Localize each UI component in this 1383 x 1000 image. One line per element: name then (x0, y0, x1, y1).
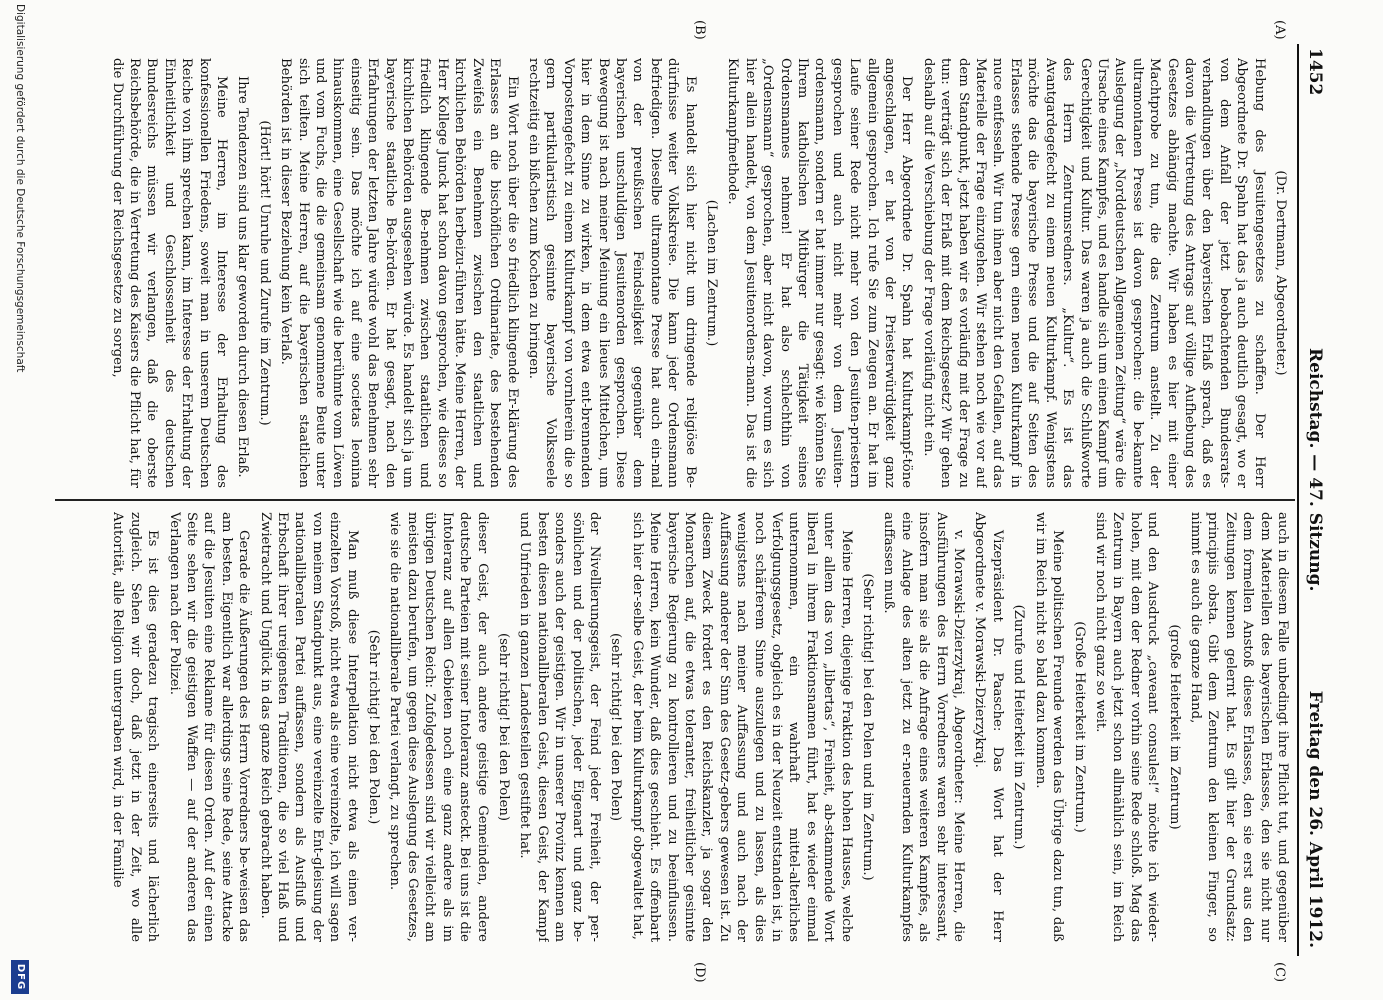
column-divider (55, 499, 1295, 501)
paragraph: auch in diesem Falle unbedingt ihre Pflicht tut, und gegenüber dem Materiellen des bayerischen Erlasses, den sie nicht nur dem formellen Anstoß dieses Erlasses, den sie erst aus den Zeitungen kennen gelernt hat. Es gilt hier der Grundsatz: principiis obsta. Gibt dem Zentrum den kleinen Finger, so nimmt es auch die ganze Hand, (1187, 512, 1290, 942)
paragraph: Meine politischen Freunde werden das Übrige dazu tun, daß wir im Reich nicht so bald dazu kommen. (1032, 512, 1066, 942)
margin-marker-a: (A) (1272, 20, 1287, 40)
paragraph: Der Herr Abgeordnete Dr. Spahn hat Kulturkampf-töne angeschlagen, er hat von der Priesterwürdigkeit ganz allgemein gesprochen. Ich rufe Sie zum Zeugen an. Er hat im Laufe seiner Rede nicht mehr von den Jesuiten-priestern gesprochen und auch nicht mehr von dem Jesuiten-ordensmann, sondern er hat immer nur gesagt: wie können Sie Ihrem katholischen Mitbürger die Tätigkeit seines Ordensmannes nehmen! Er hat also schlechthin von „Ordensmann“ gesprochen, aber nicht davon, worum es sich hier allein handelt, von dem Jesuitenordens-mann. Das ist die Kulturkampfmethode. (725, 58, 915, 488)
interjection: (Lachen im Zentrum.) (704, 199, 719, 347)
paragraph: Ihre Tendenzen sind uns klar geworden durch diesen Erlaß. (235, 76, 251, 478)
dfg-logo: DFG (11, 960, 29, 994)
paragraph: Ein Wort noch über die so friedlich klingende Er-klärung des Erlasses an die bischöflichen Ordinariate, des bestehenden Zweifels ein Benehmen zwischen den staatlichen und kirchlichen Behörden herbeizu-führen hätte. Meine Herren, der Herr Kollege Junck hat schon davon gesprochen, wie dieses so friedlich klingende Be-nehmen zwischen staatlichen und kirchlichen Behörden ausgesehen würde. Es handelt sich ja um bayerische staatliche Be-hörden. Er hat gesagt, nach den Erfahrungen der letzten Jahre würde wohl das Benehmen sehr einseitig sein. Das möchte ich auf eine societas leonina hinauskommen, eine Gesellschaft wie die berühmte vom Löwen und vom Fuchs, die die gemeinsam genommene Beute unter sich teilten. Meine Herren, auf die bayerischen staatlichen Behörden ist in dieser Beziehung kein Verlaß. (278, 58, 520, 488)
interjection: (sehr richtig! bei den Polen) (495, 632, 511, 822)
interjection: (Große Heiterkeit im Zentrum.) (1071, 621, 1087, 833)
interjection: (Sehr richtig! bei den Polen.) (366, 629, 382, 825)
session-date: Freitag den 26. April 1912. (1305, 690, 1325, 948)
interjection: (Zurufe und Heiterkeit im Zentrum.) (1011, 604, 1027, 850)
paragraph: Gerade die Äußerungen des Herrn Vorredners be-weisen das am besten. Eigentlich war allerdings seine Rede, seine Attacke auf die Jesuiten eine Reklame für diesen Orden. Auf der einen Seite sehen wir die geistigen Waffen — auf der anderen das Verlangen nach der Polizei. (166, 512, 252, 942)
interjection: (große Heiterkeit im Zentrum) (1166, 624, 1182, 830)
session-title: Reichstag. — 47. Sitzung. (1305, 348, 1325, 592)
page-header (1301, 48, 1325, 948)
paragraph: Meine Herren, im Interesse der Erhaltung des konfessionellen Friedens, soweit man in unserem Deutschen Reiche von ihm sprechen kann, im Interesse der Erhaltung der Einheitlichkeit und Geschlossenheit des deutschen Bundesreichs müssen wir verlangen, daß die oberste Reichsbehörde, die in Vertretung des Kaisers die Pflicht hat, für die Durchführung der Reichsgesetze zu sorgen, (109, 58, 230, 488)
paragraph: v. Morawski-Dzierzykraj, Abgeordneter: Meine Herren, die Ausführungen des Herrn Vorredners waren sehr interessant, insofern man sie als die Anfrage eines weiteren Kampfes, als eine Anlage des alten jetzt zu er-neuernden Kulturkampfes auffassen muß. (881, 512, 967, 942)
right-column (61, 512, 1291, 942)
interjection: (Sehr richtig! bei den Polen und im Zentrum.) (860, 573, 876, 881)
interjection: (Hört! hört! Unruhe und Zurufe im Zentrum.) (256, 120, 272, 426)
paragraph: Es ist dies geradezu tragisch einerseits und lächerlich zugleich. Sehen wir doch, daß jetzt in der Zeit, wo alle Autorität, alle Religion untergraben wird, in der Familie (110, 512, 161, 942)
funding-note: Digitalisierung gefördert durch die Deutsche Forschungsgemeinschaft (14, 4, 26, 373)
digitization-footer (7, 0, 31, 1000)
paragraph: Hebung des Jesuitengesetzes zu schaffen. Der Herr Abgeordnete Dr. Spahn hat das ja auch deutlich gesagt, wo er von dem Anfall der jetzt beobachtenden Bundesrats-verhandlungen über den bayerischen Erlaß sprach, daß es davon die Vertretung des Antrags auf völlige Aufhebung des Gesetzes abhängig machte. Wir haben es hier mit einer Machtprobe zu tun, die das Zentrum anstellt. Zu der ultramontanen Presse ist davon gesprochen: die be-kannte Auslegung der „Norddeutschen Allgemeinen Zeitung“ wäre die Ursache eines Kampfes, und es handle sich um einen Kampf um Gerechtigkeit und Kultur. Das waren ja auch die Schlußworte des Herrn Zentrumsredners. „Kultur“. Es ist das Avantgardegefecht zu einem neuen Kulturkampf. Wenigstens möchte das die bayerische Presse und die auf Seiten des Erlasses stehende Presse gern einen neuen Kulturkampf in nuce entfesseln. Wir tun ihnen aber nicht den Gefallen, auf das Materielle der Frage einzugehen. Wir stehen noch wie vor auf dem Standpunkt, jetzt haben wir es vorläufig mit der Frage zu tun: verträgt sich der Erlaß mit dem Reichsgesetz? Wir gehen deshalb auf die Verschiebung der Frage vorläufig nicht ein. (920, 58, 1267, 488)
margin-marker-c: (C) (1272, 962, 1287, 983)
paragraph: Es handelt sich hier nicht um dringende religiöse Be-dürfnisse weiter Volkskreise. Die kann jeder Ordensmann befriedigen. Dieselbe ultramontane Presse hat auch ein-mal von der preußischen Feindseligkeit gegenüber dem bayerischen unschuldigen Jesuitenorden gesprochen. Diese Bewegung ist nach meiner Meinung ein lieues Mittelchen, um hier in dem Sinne zu wirken, in dem etwa ent-brennenden Vorpostengefecht zu einem Kulturkampf von vornherein die so gern partikularistisch gesinnte bayerische Volksseele rechtzeitig ein bißchen zum Kochen zu bringen. (525, 58, 698, 488)
paragraph: dieser Geist, der auch andere geistige Gemeinden, andere deutsche Parteien mit seiner Intoleranz ansteckt. Bei uns ist die Intoleranz auf allen Gebieten noch eine ganz andere als im übrigen Deutschen Reich: Zufolgedessen sind wir vielleicht am meisten dazu berufen, um gegen diese Auslegung des Gesetzes, wie sie die nationalliberale Partei verlangt, zu sprechen. (387, 512, 490, 942)
margin-marker-b: (B) (692, 20, 707, 40)
left-column (61, 58, 1291, 488)
paragraph: der Nivellierungsgeist, der Feind jeder Freiheit, der per-sönlichen und der politischen, jeder Eigenart und ganz be-sonders auch der geistigen. Wir in unserer Provinz kennen am besten diesen nationalliberalen Geist, diesen Geist, der Kampf und Unfrieden in ganzen Landesteilen gestiftet hat. (517, 512, 602, 942)
page-number: 1452 (1305, 48, 1325, 96)
paragraph: Vizepräsident Dr. Paasche: Das Wort hat der Herr Abgeordnete v. Morawski-Dzierzykraj. (972, 512, 1005, 942)
paragraph: und den Ausdruck „caveant consules!“ möchte ich wieder-holen, mit dem der Redner vorhin seine Rede schloß. Mag das Zentrum in Bayern auch jetzt schon allmählich sein, im Reich sind wir noch nicht ganz so weit. (1092, 512, 1161, 942)
paragraph: Man muß diese Interpellation nicht etwa als einen ver-einzelten Vorstoß, nicht etwa als eine vereinzelte, ich will sagen von meinem Standpunkt aus, eine vereinzelte Ent-gleisung der nationalliberalen Partei auffassen, sondern als Ausfluß und Erbschaft ihrer ureigensten Traditionen, die so viel Haß und Zwietracht und Unglück in das ganze Reich gebracht haben. (257, 512, 360, 942)
paragraph: Meine Herren, diejenige Fraktion des hohen Hauses, welche unter allem das von „libertas“, Freiheit, ab-stammende Wort liberal in ihrem Fraktionsnamen führt, hat es wieder einmal unternommen, ein wahrhaft mittel-alterliches Verfolgungsgesetz, obgleich es in der Neuzeit entstanden ist, in noch schärferem Sinne auszulegen und zu lassen, als dies wenigstens nach meiner Auffassung und auch nach der Auffassung anderer der Sinn des Gesetz-gebers gewesen ist. Zu diesem Zweck fordert es den Reichskanzler, ja sogar den Monarchen auf, die etwas toleranter, freiheitlicher gesinnte bayerische Regierung zu kontrollieren und zu beeinflussen. Meine Herren, kein Wunder, daß dies geschieht. Es offenbart sich hier der-selbe Geist, der beim Kulturkampf obgewaltet hat, (629, 512, 854, 942)
interjection: (sehr richtig! bei den Polen) (608, 632, 624, 822)
speaker-note: (Dr. Dertmann, Abgeordneter.) (1273, 170, 1288, 376)
margin-marker-d: (D) (692, 962, 707, 983)
header-rule (1297, 44, 1299, 956)
